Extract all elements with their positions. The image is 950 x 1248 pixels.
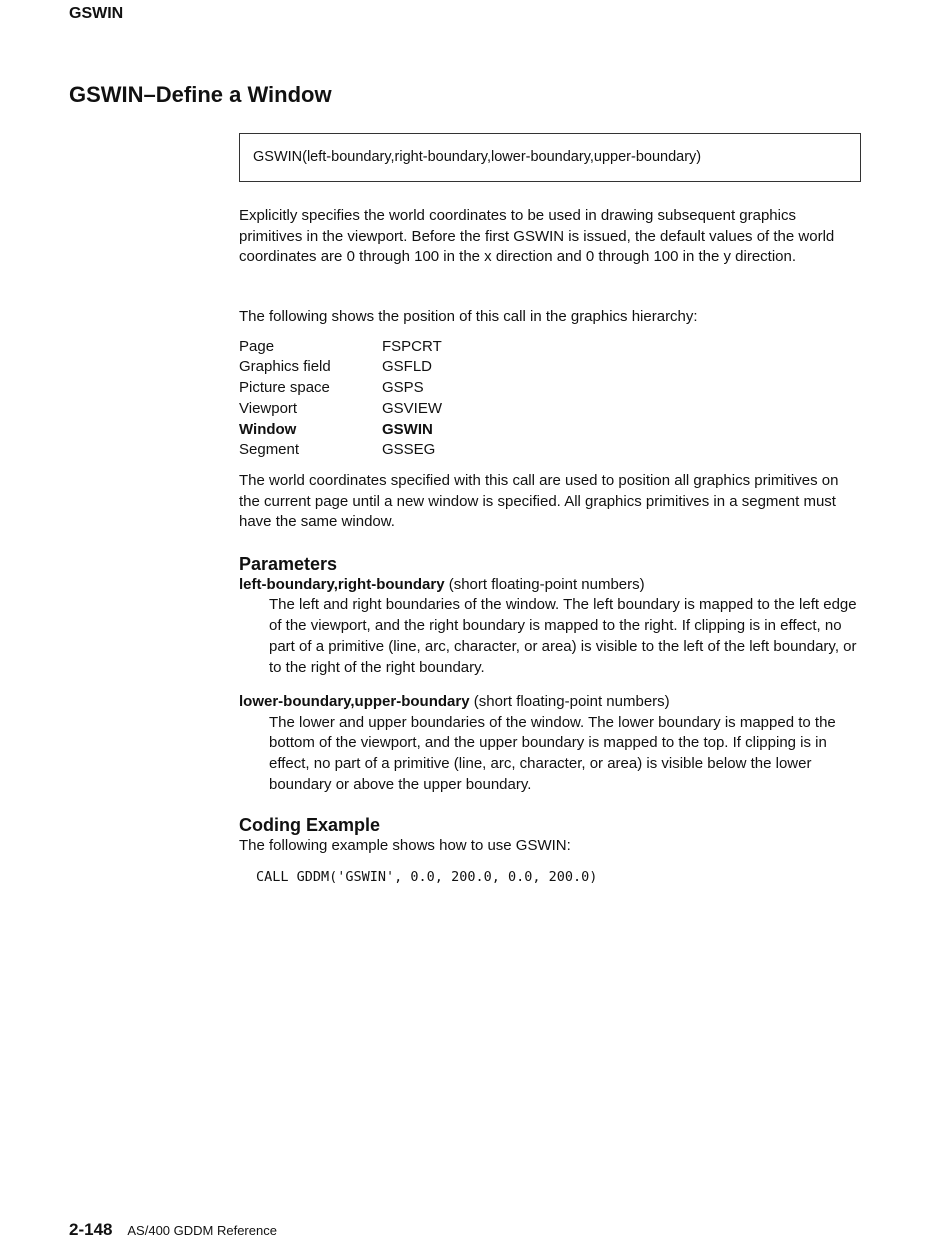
coding-section <box>239 815 861 856</box>
hierarchy-row <box>239 440 442 461</box>
hierarchy-intro: The following shows the position of this call in the graphics hierarchy: <box>239 308 698 325</box>
page-title: GSWIN–Define a Window <box>69 82 332 107</box>
parameter-term <box>239 692 861 713</box>
coding-intro: The following example shows how to use GSWIN: <box>239 836 571 854</box>
book-title: AS/400 GDDM Reference <box>127 1223 277 1238</box>
window-note-paragraph: The world coordinates specified with this call are used to position all graphics primitives on the current page until a new window is specified. All graphics primitives in a segment must have the same window. <box>239 472 839 531</box>
page-number: 2-148 <box>69 1220 113 1239</box>
parameter-type: (short floating-point numbers) <box>448 575 645 593</box>
coding-heading: Coding Example <box>239 815 381 835</box>
hierarchy-level: Page <box>239 337 275 355</box>
hierarchy-call: GSWIN <box>382 420 433 438</box>
parameter-description: The left and right boundaries of the window. The left boundary is mapped to the left edge of the viewport, and the right boundary is mapped to the right. If clipping is in effect, no part of a primitive (line, arc, character, or area) is visible to the left of the left boundary, or to the right of the right boundary. <box>269 596 857 676</box>
parameter-term <box>239 575 861 596</box>
parameters-section-2 <box>239 692 861 796</box>
hierarchy-call: GSVIEW <box>382 399 443 417</box>
parameters-section <box>239 554 861 678</box>
hierarchy-call: GSFLD <box>382 358 433 376</box>
parameter-description: The lower and upper boundaries of the window. The lower boundary is mapped to the bottom of the viewport, and the upper boundary is mapped to the top. If clipping is in effect, no part of a primitive (line, arc, character, or area) is visible below the lower boundary or above the upper boundary. <box>269 713 836 793</box>
parameters-heading: Parameters <box>239 554 338 574</box>
hierarchy-section <box>239 307 861 461</box>
intro-paragraph: Explicitly specifies the world coordinates to be used in drawing subsequent graphics primitives in the viewport. Before the first GSWIN is issued, the default values of the world coordinates are 0 through 100 in the x direction and 0 through 100 in the y direction. <box>239 207 835 266</box>
running-head: GSWIN <box>69 5 124 22</box>
description-section <box>239 206 861 268</box>
hierarchy-level: Segment <box>239 441 300 459</box>
hierarchy-level: Graphics field <box>239 358 331 376</box>
hierarchy-call: GSPS <box>382 379 424 397</box>
code-example: CALL GDDM('GSWIN', 0.0, 200.0, 0.0, 200.0) <box>256 869 598 885</box>
hierarchy-table <box>239 337 442 461</box>
parameter-name: left-boundary,right-boundary <box>239 575 445 593</box>
page-footer <box>69 1220 277 1240</box>
hierarchy-level: Picture space <box>239 379 330 397</box>
syntax-text: GSWIN(left-boundary,right-boundary,lower-boundary,upper-boundary) <box>253 149 702 165</box>
syntax-box <box>239 133 861 182</box>
parameter-type: (short floating-point numbers) <box>473 693 670 710</box>
hierarchy-row <box>239 399 442 420</box>
hierarchy-call: FSPCRT <box>382 337 442 355</box>
hierarchy-level: Window <box>239 420 297 438</box>
hierarchy-row <box>239 378 442 399</box>
window-note-section <box>239 471 861 533</box>
hierarchy-row <box>239 357 442 378</box>
hierarchy-row <box>239 337 442 358</box>
parameter-name: lower-boundary,upper-boundary <box>239 693 470 710</box>
hierarchy-call: GSSEG <box>382 441 436 459</box>
hierarchy-row-current <box>239 420 442 441</box>
hierarchy-level: Viewport <box>239 399 298 417</box>
